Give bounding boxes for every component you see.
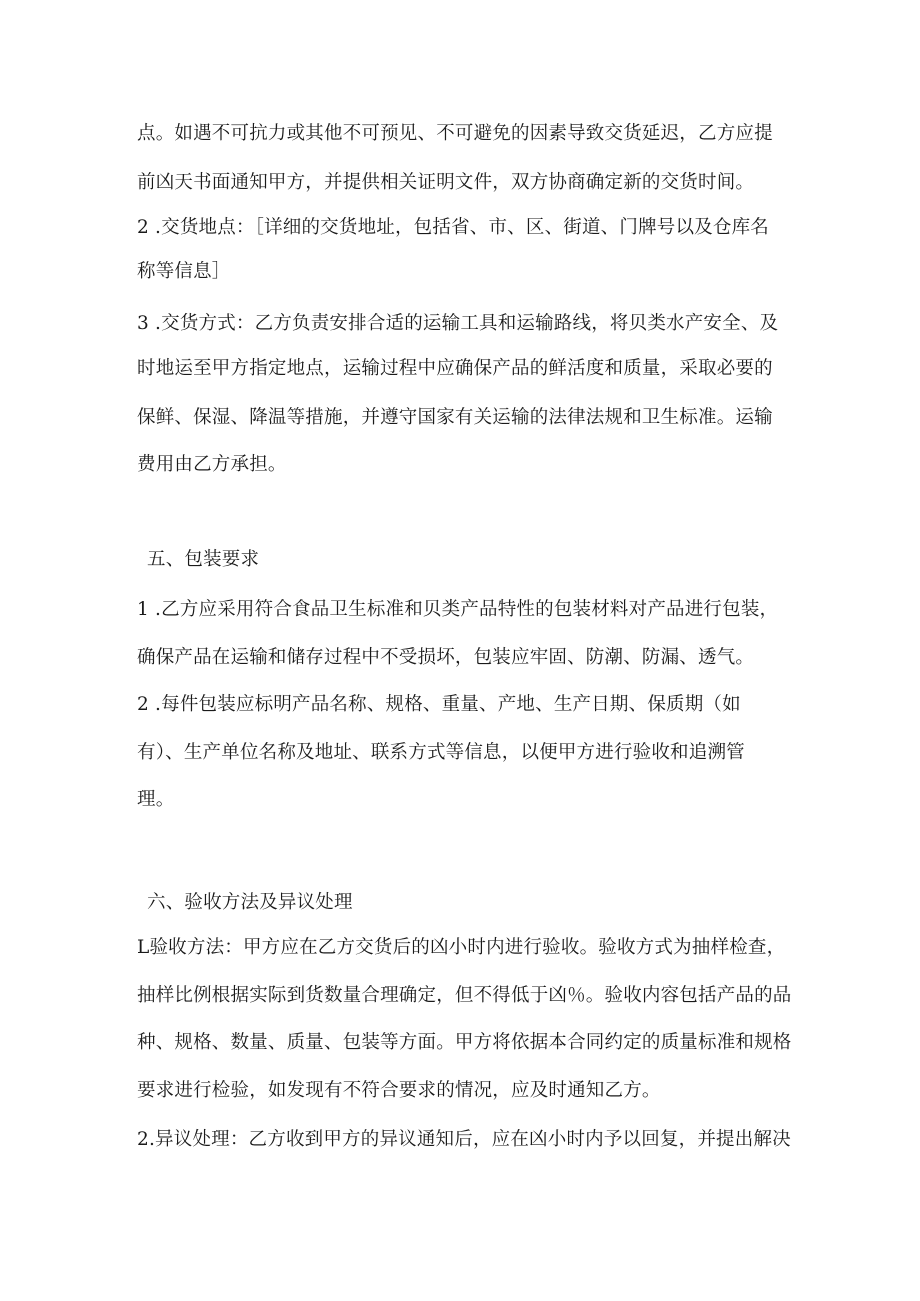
text-line: 3 .交货方式：乙方负责安排合适的运输工具和运输路线，将贝类水产安全、及	[137, 313, 779, 334]
text-line: 理。	[137, 789, 175, 810]
text-line: 称等信息］	[137, 261, 231, 282]
section-heading: 六、验收方法及异议处理	[147, 892, 353, 913]
text-line: 要求进行检验，如发现有不符合要求的情况，应及时通知乙方。	[137, 1080, 661, 1101]
text-line: 抽样比例根据实际到货数量合理确定，但不得低于凶％。验收内容包括产品的品	[137, 985, 792, 1006]
section-heading: 五、包装要求	[147, 549, 260, 570]
text-line: 2.异议处理：乙方收到甲方的异议通知后，应在凶小时内予以回复，并提出解决	[137, 1129, 791, 1150]
text-line: 确保产品在运输和储存过程中不受损坏，包装应牢固、防潮、防漏、透气。	[137, 647, 755, 668]
text-line: 种、规格、数量、质量、包装等方面。甲方将依据本合同约定的质量标准和规格	[137, 1032, 792, 1053]
text-line: 有）、生产单位名称及地址、联系方式等信息，以便甲方进行验收和追溯管	[137, 742, 745, 763]
text-line: 2 .每件包装应标明产品名称、规格、重量、产地、生产日期、保质期（如	[137, 694, 741, 715]
text-line: 点。如遇不可抗力或其他不可预见、不可避免的因素导致交货延迟，乙方应提	[137, 123, 773, 144]
text-line: 前凶天书面通知甲方，并提供相关证明文件，双方协商确定新的交货时间。	[137, 172, 755, 193]
text-line: 1 .乙方应采用符合食品卫生标准和贝类产品特性的包装材料对产品进行包装，	[137, 599, 779, 620]
text-line: L验收方法：甲方应在乙方交货后的凶小时内进行验收。验收方式为抽样检查，	[137, 937, 786, 958]
text-line: 保鲜、保湿、降温等措施，并遵守国家有关运输的法律法规和卫生标准。运输	[137, 407, 773, 428]
text-line: 费用由乙方承担。	[137, 454, 287, 475]
text-line: 时地运至甲方指定地点，运输过程中应确保产品的鲜活度和质量，采取必要的	[137, 358, 773, 379]
text-line: 2 .交货地点：［详细的交货地址，包括省、市、区、街道、门牌号以及仓库名	[137, 217, 769, 238]
